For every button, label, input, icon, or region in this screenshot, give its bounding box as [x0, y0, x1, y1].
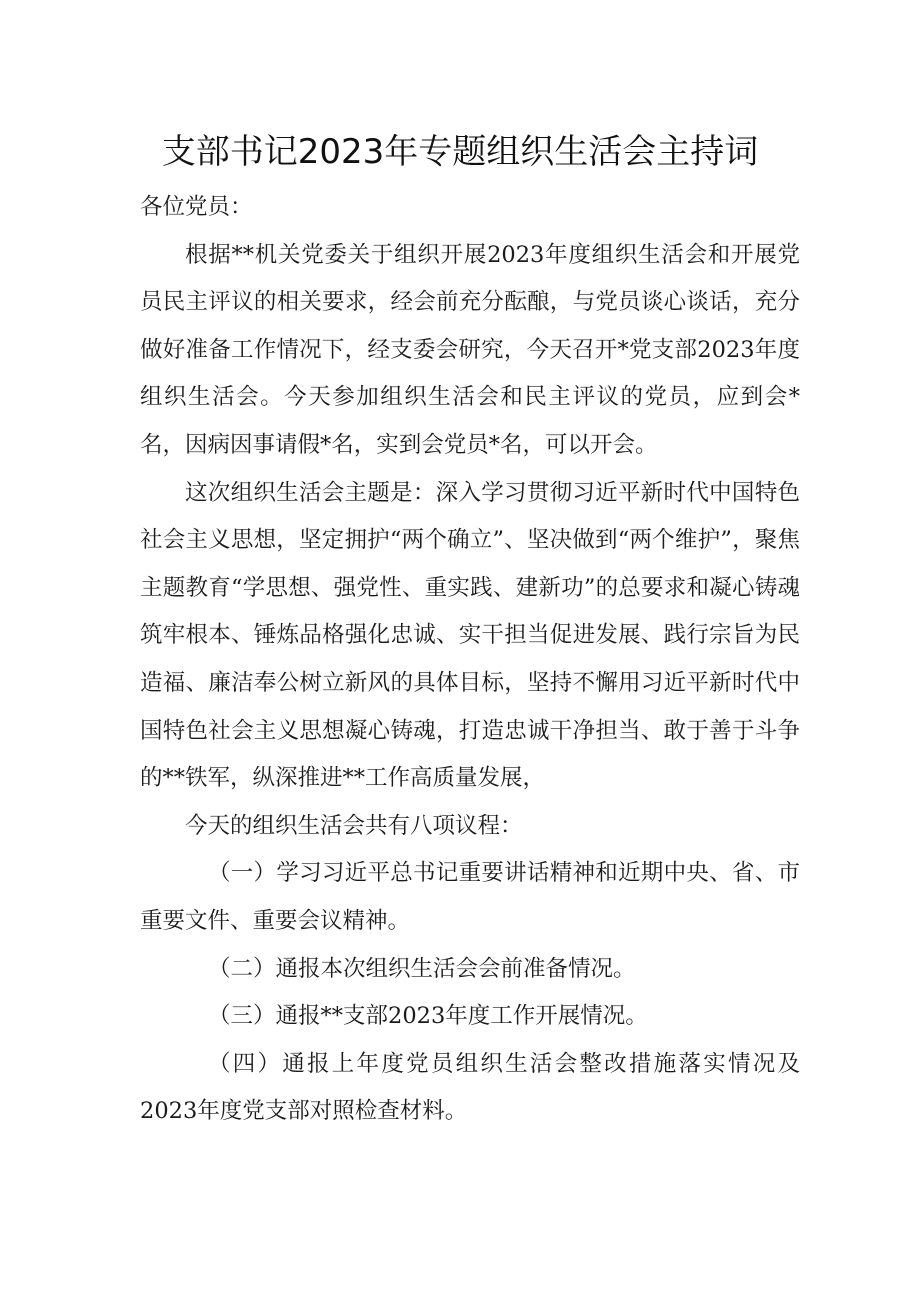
- agenda-item-4: （四）通报上年度党员组织生活会整改措施落实情况及2023年度党支部对照检查材料。: [140, 1050, 800, 1125]
- paragraph-theme: 这次组织生活会主题是：深入学习贯彻习近平新时代中国特色社会主义思想，坚定拥护“两个确立”、坚决做到“两个维护”，聚焦主题教育“学思想、强党性、重实践、建新功”的总要求和凝心铸魂筑牢根本、锤炼品格强化忠诚、实干担当促进发展、践行宗旨为民造福、廉洁奉公树立新风的具体目标，坚持不懈用习近平新时代中国特色社会主义思想凝心铸魂，打造忠诚干净担当、敢于善于斗争的**铁军，纵深推进**工作高质量发展，: [140, 479, 800, 792]
- document-title: 支部书记2023年专题组织生活会主持词: [161, 132, 759, 172]
- agenda-item-1: （一）学习习近平总书记重要讲话精神和近期中央、省、市重要文件、重要会议精神。: [140, 860, 800, 934]
- paragraph-agenda-intro: 今天的组织生活会共有八项议程：: [185, 812, 523, 839]
- agenda-item-3: （三）通报**支部2023年度工作开展情况。: [208, 1003, 648, 1030]
- paragraph-opening: 根据**机关党委关于组织开展2023年度组织生活会和开展党员民主评议的相关要求，经会前充分酝酿，与党员谈心谈话，充分做好准备工作情况下，经支委会研究，今天召开*党支部2023年度组织生活会。今天参加组织生活会和民主评议的党员，应到会*名，因病因事请假*名，实到会党员*名，可以开会。: [140, 241, 800, 458]
- document-body: [140, 184, 800, 1136]
- salutation: 各位党员：: [140, 194, 253, 220]
- agenda-item-2: （二）通报本次组织生活会会前准备情况。: [208, 955, 636, 982]
